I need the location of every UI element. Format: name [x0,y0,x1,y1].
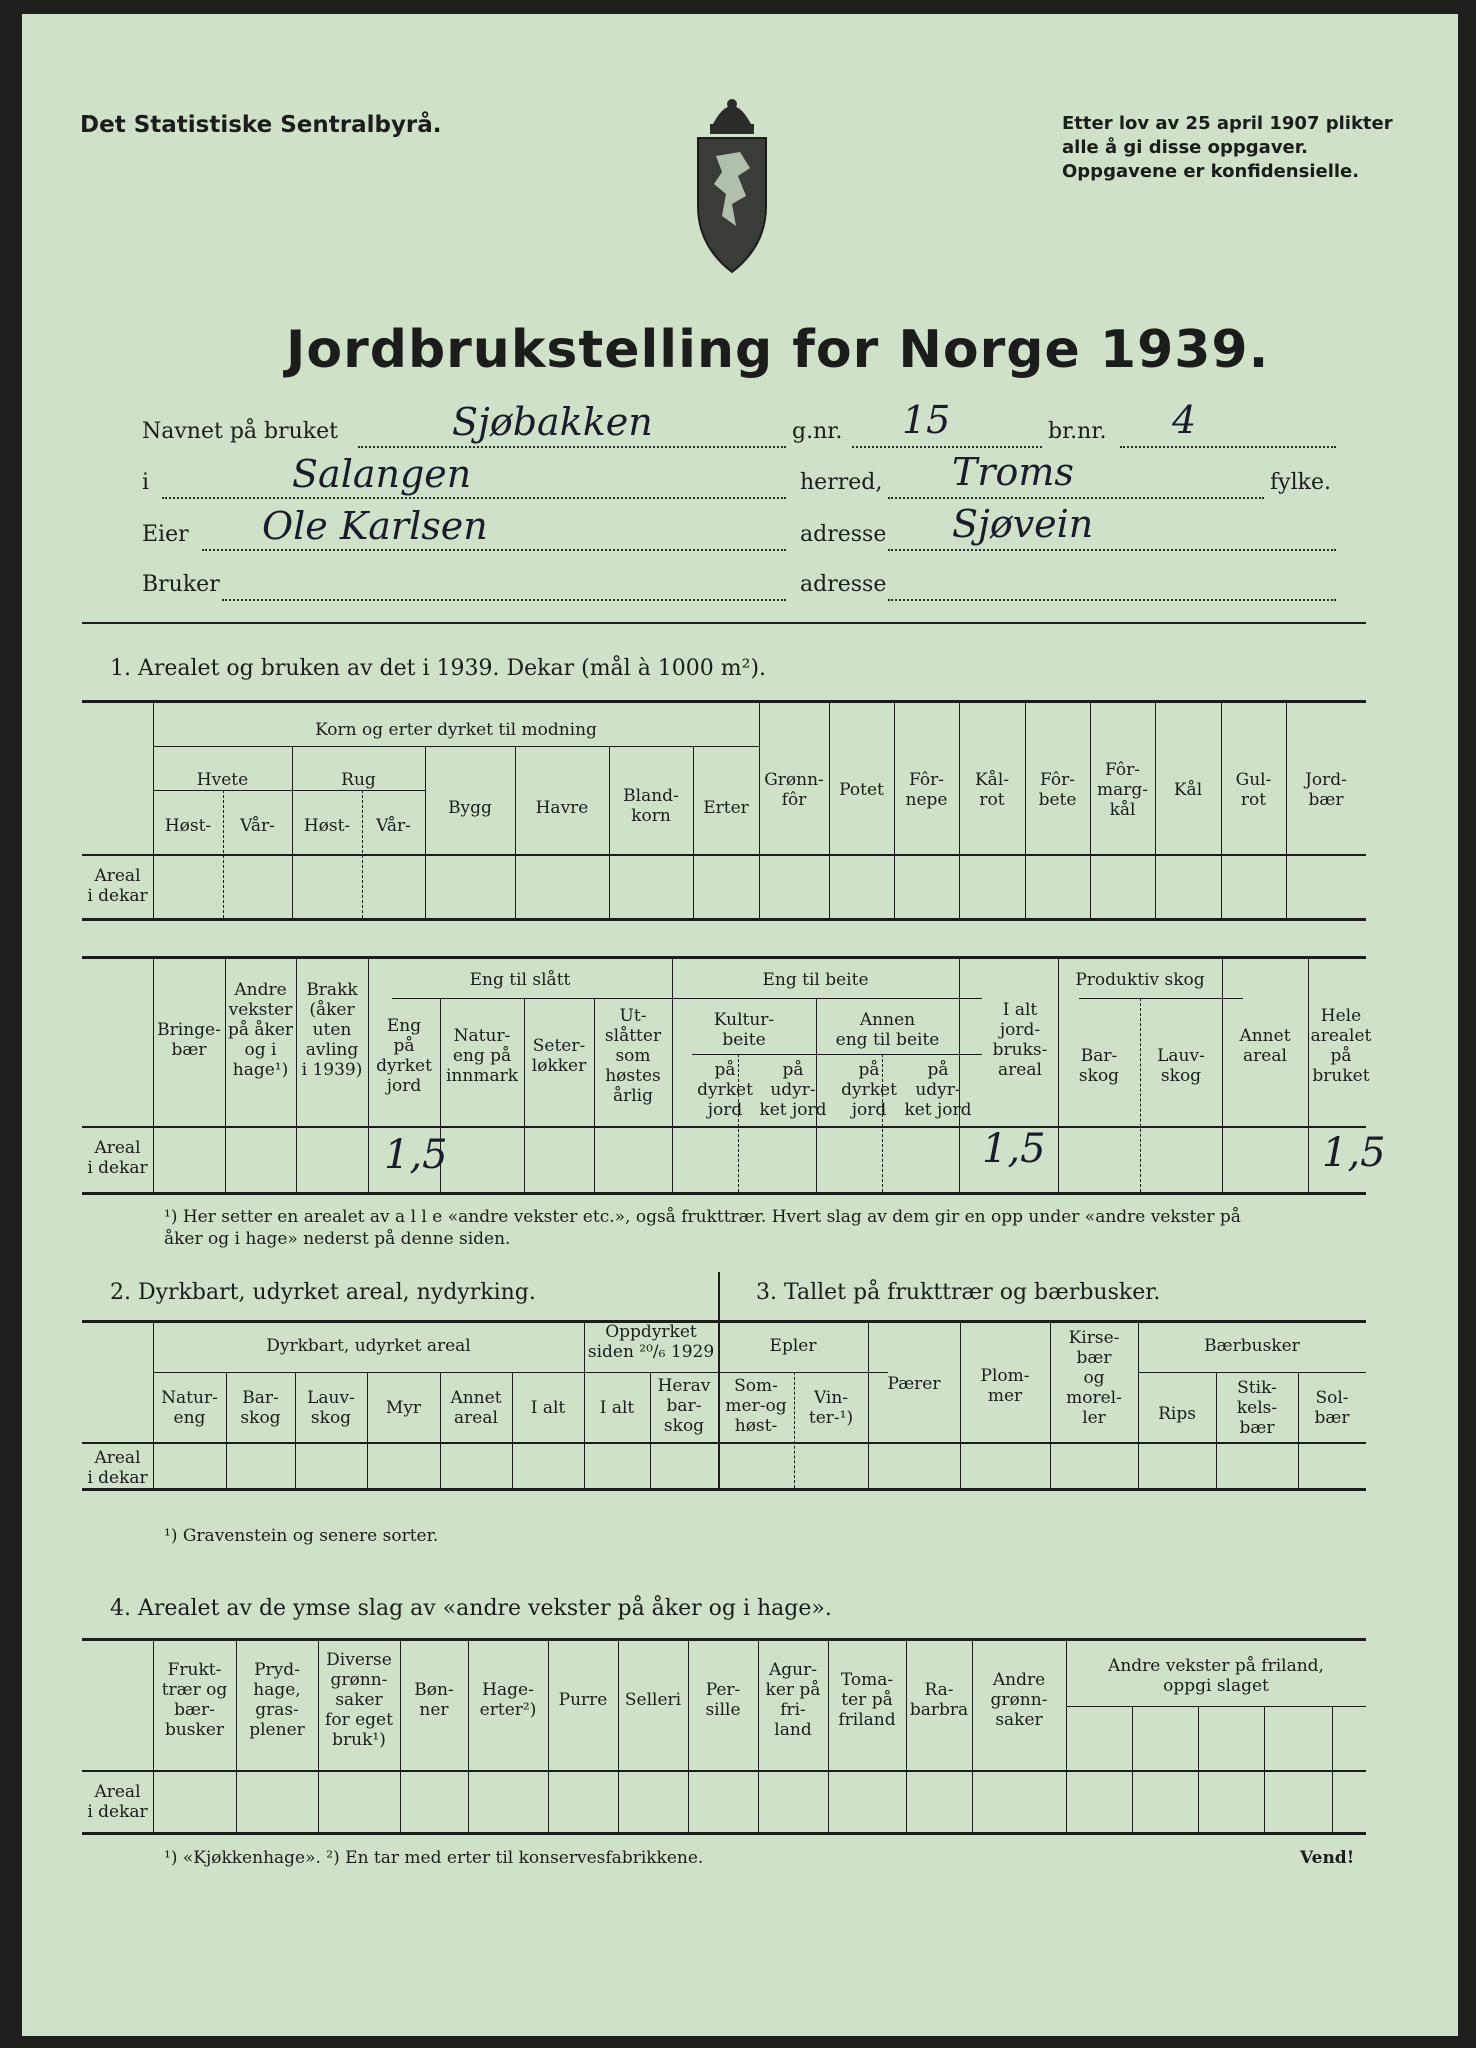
s4-purre: Purre [558,1690,608,1710]
hvete-var: Vår- [240,816,275,836]
s4-agurker: Agur- ker på fri- land [765,1660,821,1740]
annet-areal-header: Annet areal [1239,1026,1291,1066]
lauvskog-header: Lauv- skog [1157,1046,1205,1086]
s2-naturlig-eng: Natur- eng [161,1388,218,1428]
rug-host: Høst- [303,816,351,836]
plommer-header: Plom- mer [980,1366,1030,1406]
s4-tomater: Toma- ter på friland [838,1670,896,1730]
s4-row-label: Areal i dekar [87,1782,148,1822]
s4-persille: Per- sille [705,1680,741,1720]
s2-herav-barskog: Herav bar- skog [657,1376,711,1436]
section1-heading: 1. Arealet og bruken av det i 1939. Dekar (mål à 1000 m²). [110,656,767,681]
row-label-2: Areal i dekar [87,1138,148,1178]
eng-dyrket-header: Eng på dyrket jord [376,1016,432,1096]
herred-label: herred, [800,470,883,495]
s4-diverse-gronnsaker: Diverse grønn- saker for eget bruk¹) [325,1650,393,1750]
annen-eng-header: Annen eng til beite [835,1010,940,1050]
i-alt-jordbruksareal-header: I alt jord- bruks- areal [992,1000,1048,1080]
jordbaer-header: Jord- bær [1305,770,1347,810]
epler-sommer: Som- mer-og høst- [725,1376,787,1436]
forbete-header: Fôr- bete [1038,770,1077,810]
fylke-field[interactable]: Troms [952,450,1074,494]
epler-header: Epler [769,1336,817,1356]
dyrkbart-group-header: Dyrkbart, udyrket areal [266,1336,471,1356]
gulrot-header: Gul- rot [1235,770,1272,810]
section2-heading: 2. Dyrkbart, udyrket areal, nydyrking. [110,1280,536,1305]
s4-selleri: Selleri [624,1690,682,1710]
brnr-field[interactable]: 4 [1172,398,1197,442]
oppdyrket-header: Oppdyrket siden ²⁰/₆ 1929 [587,1322,715,1362]
baerbusker-header: Bærbusker [1204,1336,1300,1356]
barskog-header: Bar- skog [1078,1046,1120,1086]
andre-vekster-header: Andre vekster på åker og i hage¹) [227,980,294,1080]
form-title: Jordbrukstelling for Norge 1939. [286,320,1270,380]
brnr-label: br.nr. [1048,419,1107,444]
s4-prydhage: Pryd- hage, gras- plener [249,1660,305,1740]
navnet-field[interactable]: Sjøbakken [452,400,653,444]
fylke-label: fylke. [1270,470,1331,495]
potet-header: Potet [839,780,884,800]
i-label: i [142,470,150,495]
blandkorn-header: Bland- korn [623,786,679,826]
rug-header: Rug [341,770,376,790]
hvete-header: Hvete [196,770,249,790]
eng-dyrket-value[interactable]: 1,5 [384,1132,448,1178]
section3-heading: 3. Tallet på frukttrær og bærbusker. [756,1280,1161,1305]
stikkelsbaer-header: Stik- kels- bær [1236,1378,1278,1438]
gronnfor-header: Grønn- fôr [764,770,824,810]
eng-slatt-header: Eng til slått [469,970,571,990]
annen-dyrket: på dyrket jord [841,1060,897,1120]
paerer-header: Pærer [887,1374,941,1394]
produktiv-skog-header: Produktiv skog [1075,970,1205,990]
gnr-label: g.nr. [792,419,843,444]
s4-andre-friland-header: Andre vekster på friland, oppgi slaget [1108,1656,1324,1696]
gnr-field[interactable]: 15 [902,398,951,442]
kal-header: Kål [1173,780,1203,800]
brakk-header: Brakk (åker uten avling i 1939) [301,980,363,1080]
korn-header: Korn og erter dyrket til modning [315,720,597,740]
bruker-label: Bruker [142,572,220,597]
section4-heading: 4. Arealet av de ymse slag av «andre vekster på åker og i hage». [110,1596,832,1621]
bringebaer-header: Bringe- bær [157,1020,221,1060]
s2-i-alt: I alt [530,1398,566,1418]
s2-row-label: Areal i dekar [87,1448,148,1488]
s4-rabarbra: Ra- barbra [909,1680,969,1720]
seterlokker-header: Seter- løkker [531,1036,587,1076]
s4-hageerter: Hage- erter²) [479,1680,537,1720]
s4-bonner: Bøn- ner [414,1680,454,1720]
s2-opp-i-alt: I alt [599,1398,635,1418]
s4-andre-gronnsaker: Andre grønn- saker [990,1670,1048,1730]
eier-label: Eier [142,522,189,547]
census-form-page [22,14,1458,2036]
bruker-adresse-label: adresse [800,572,887,597]
coat-of-arms-icon [692,86,772,276]
havre-header: Havre [535,798,589,818]
eier-adresse-field[interactable]: Sjøvein [952,502,1094,546]
annen-udyrket: på udyr- ket jord [904,1060,972,1120]
section1-footnote: ¹) Her setter en arealet av a l l e «andre vekster etc.», også frukttrær. Hvert slag av dem gir en opp under «andre vekster på åker og i hage» nederst på denne siden. [164,1207,1241,1249]
rips-header: Rips [1158,1404,1196,1424]
utslatter-header: Ut- slåtter som høstes årlig [604,1006,662,1106]
erter-header: Erter [703,798,749,818]
formargkal-header: Fôr- marg- kål [1096,760,1148,820]
s4-frukttraer: Frukt- trær og bær- busker [161,1660,228,1740]
s2-annet-areal: Annet areal [450,1388,502,1428]
kulturbeite-header: Kultur- beite [713,1010,775,1050]
eier-field[interactable]: Ole Karlsen [262,504,488,548]
s2-lauvskog: Lauv- skog [307,1388,355,1428]
fornepe-header: Fôr- nepe [905,770,948,810]
bygg-header: Bygg [448,798,492,818]
kirsebaer-header: Kirse- bær og morel- ler [1066,1328,1122,1428]
vend-note: Vend! [1300,1848,1355,1868]
kommune-field[interactable]: Salangen [292,452,472,496]
section2-footnote: ¹) Gravenstein og senere sorter. [164,1526,439,1546]
hvete-host: Høst- [164,816,212,836]
kultur-udyrket: på udyr- ket jord [759,1060,827,1120]
law-notice: Etter lov av 25 april 1907 plikter alle å gi disse oppgaver. Oppgavene er konfidensielle. [1062,113,1393,182]
section4-footnote: ¹) «Kjøkkenhage». ²) En tar med erter til konservesfabrikkene. [164,1848,704,1868]
navnet-label: Navnet på bruket [142,419,338,444]
s2-myr: Myr [385,1398,422,1418]
kultur-dyrket: på dyrket jord [697,1060,753,1120]
kalrot-header: Kål- rot [974,770,1010,810]
i-alt-jord-value[interactable]: 1,5 [982,1126,1046,1172]
epler-vinter: Vin- ter-¹) [808,1388,854,1428]
solbaer-header: Sol- bær [1314,1388,1350,1428]
s2-barskog: Bar- skog [240,1388,281,1428]
eng-beite-header: Eng til beite [762,970,869,990]
naturlig-eng-header: Natur- eng på innmark [445,1026,519,1086]
rug-var: Vår- [376,816,411,836]
hele-arealet-header: Hele arealet på bruket [1310,1006,1372,1086]
agency-name: Det Statistiske Sentralbyrå. [80,112,442,138]
row-label: Areal i dekar [87,866,148,906]
eier-adresse-label: adresse [800,522,887,547]
hele-arealet-value[interactable]: 1,5 [1322,1130,1386,1176]
